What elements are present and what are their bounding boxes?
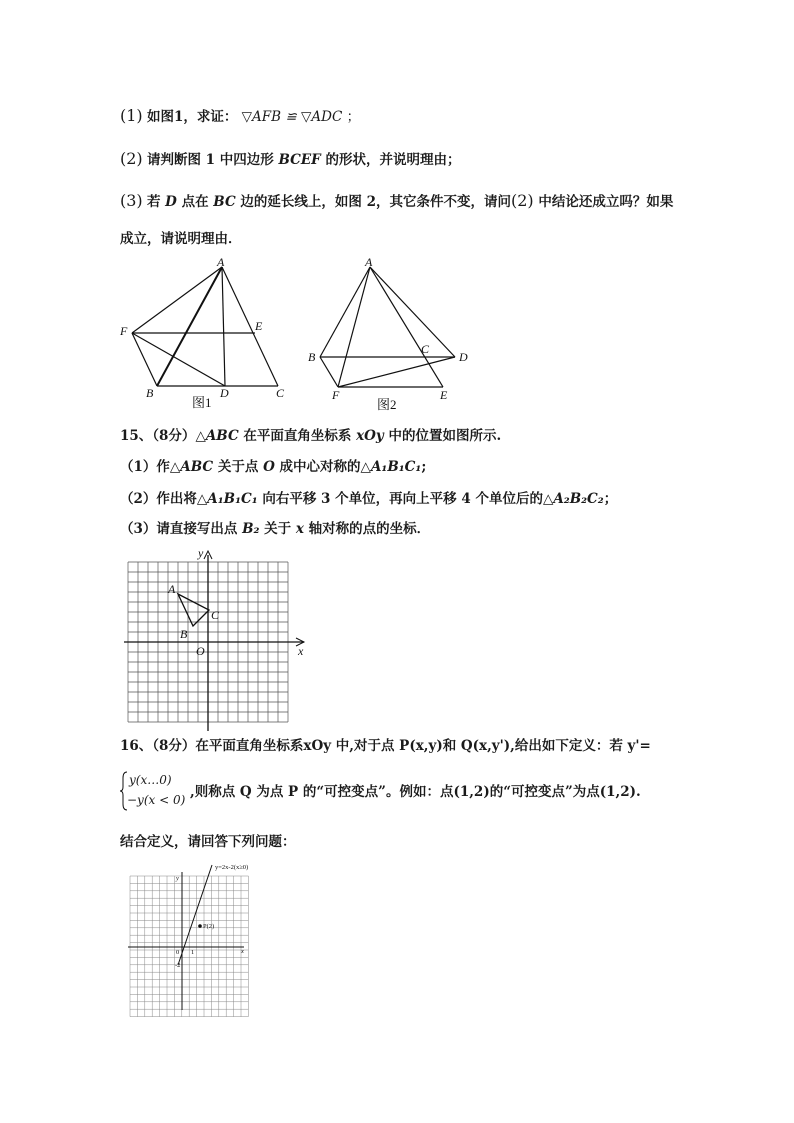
figure-2-labels [308,255,468,402]
grid15-label-o: O [196,644,205,658]
fig2-caption: 图2 [377,397,397,412]
figure-1-labels [119,255,285,400]
grid-15-axes [124,555,304,731]
q3-text-c: 边的延长线上，如图 2，其它条件不变，请问 [235,194,511,210]
fig1-label-a: A [217,255,225,269]
p15-text-b: 中的位置如图所示. [383,428,502,444]
s2-text-a: （2）作出将△ [120,491,208,507]
p16-line-2: ,则称点 Q 为点 P 的“可控变点”。例如：点(1,2)的“可控变点”为点(1,2). [190,784,641,800]
grid-15 [118,543,318,733]
q2-var: BCEF [278,152,321,168]
q3-var-bc: BC [213,194,236,210]
p16-piecewise [119,770,189,812]
fig1-label-c: C [276,386,285,400]
segment-af-2 [338,267,370,387]
q1-math: ▽AFB ≌ ▽ADC [241,109,343,125]
q2-text-b: 的形状，并说明理由； [320,152,461,168]
q1-text: 如图1，求证： [146,109,238,125]
p14-question-2 [120,150,460,169]
grid16-label-y: y [176,875,179,882]
grid15-label-c: C [211,608,220,622]
s2-end: ； [603,491,618,507]
grid16-label-1: 1 [191,949,195,956]
grid16-label-p: P(2) [203,923,215,930]
fig1-label-f: F [120,324,128,338]
s1-abc: ABC [180,459,214,475]
s1-text-b: 关于点 [213,459,264,475]
p16-line-3: 结合定义，请回答下列问题： [120,834,296,850]
piecewise-case-1: y(x…0) [129,773,172,787]
segment-af [132,267,222,333]
p15-heading [120,427,501,445]
q1-end: ； [346,109,361,125]
grid16-formula: y=2x-2(x≥0) [215,864,249,871]
q3-number: (3) [120,191,143,210]
grid15-label-y: y [198,546,204,560]
s3-text-b: 关于 [259,521,296,537]
p15-step-2 [120,490,617,508]
q3-ref: (2) [511,191,534,210]
s3-text-a: （3）请直接写出点 [120,521,243,537]
grid15-label-b: B [180,627,188,641]
p15-step-3 [120,520,430,538]
triangle-abc [178,594,209,626]
segment-ac [222,267,278,386]
p15-text-a: 在平面直角坐标系 [238,428,357,444]
s1-text-a: （1）作△ [120,459,181,475]
s1-text-c: 成中心对称的△ [274,459,371,475]
grid-16 [120,858,300,1018]
fig2-label-b: B [308,350,316,364]
grid16-label-neg2: -2 [175,962,181,969]
point-p [198,924,202,928]
segment-bf-2 [320,357,338,387]
q3-text-d: 中结论还成立吗？如果 [533,194,674,210]
s3-x: x [295,521,304,537]
grid-16-lines [130,876,248,1017]
s2-text-b: 向右平移 3 个单位，再向上平移 4 个单位后的△ [257,491,554,507]
grid16-label-o: 0 [176,949,180,956]
q3-text-b: 点在 [176,194,214,210]
grid15-label-x: x [298,644,304,658]
p15-step-1 [120,458,426,476]
s3-b2: B₂ [242,521,260,537]
q3-var-d: D [165,194,177,210]
figures-14 [110,255,490,415]
s1-o: O [263,459,275,475]
segment-fd [132,333,225,386]
fig2-label-a: A [365,255,373,269]
p14-question-3 [120,192,673,211]
fig1-label-b: B [146,386,154,400]
fig1-caption: 图1 [192,395,212,410]
q1-number: (1) [120,106,143,125]
figure-2 [320,267,455,387]
fig1-label-e: E [255,319,263,333]
fig1-label-d: D [220,386,229,400]
grid16-label-x: x [241,948,244,955]
p15-xoy: xOy [356,428,384,444]
p15-number: 15、（8分） [120,428,196,444]
q3-text-a: 若 [146,194,166,210]
fig2-label-f: F [332,388,340,402]
s1-result: A₁B₁C₁ [370,459,422,475]
fig2-label-e: E [440,388,448,402]
s1-end: ; [421,459,427,475]
q2-number: (2) [120,149,143,168]
fig2-label-c: C [421,342,430,356]
s2-result-2: A₂B₂C₂ [553,491,604,507]
segment-ab-2 [320,267,370,357]
piecewise-case-2: −y(x < 0) [127,793,186,807]
segment-ad [222,267,225,386]
p14-question-3-line2: 成立，请说明理由． [120,231,242,247]
p15-triangle: △ABC [195,428,239,444]
segment-fd-2 [338,357,455,387]
q2-text-a: 请判断图 1 中四边形 [146,152,279,168]
s2-result: A₁B₁C₁ [207,491,258,507]
fig2-label-d: D [459,350,468,364]
p16-line-1: 16、（8分）在平面直角坐标系xOy 中,对于点 P(x,y)和 Q(x,y'),给出如下定义：若 y'= [120,738,651,754]
segment-ab [157,267,222,386]
grid15-label-a: A [168,582,176,596]
segment-fb [132,333,157,386]
p14-question-1 [120,107,360,126]
segment-ad-2 [370,267,455,357]
s3-text-c: 轴对称的点的坐标． [303,521,431,537]
